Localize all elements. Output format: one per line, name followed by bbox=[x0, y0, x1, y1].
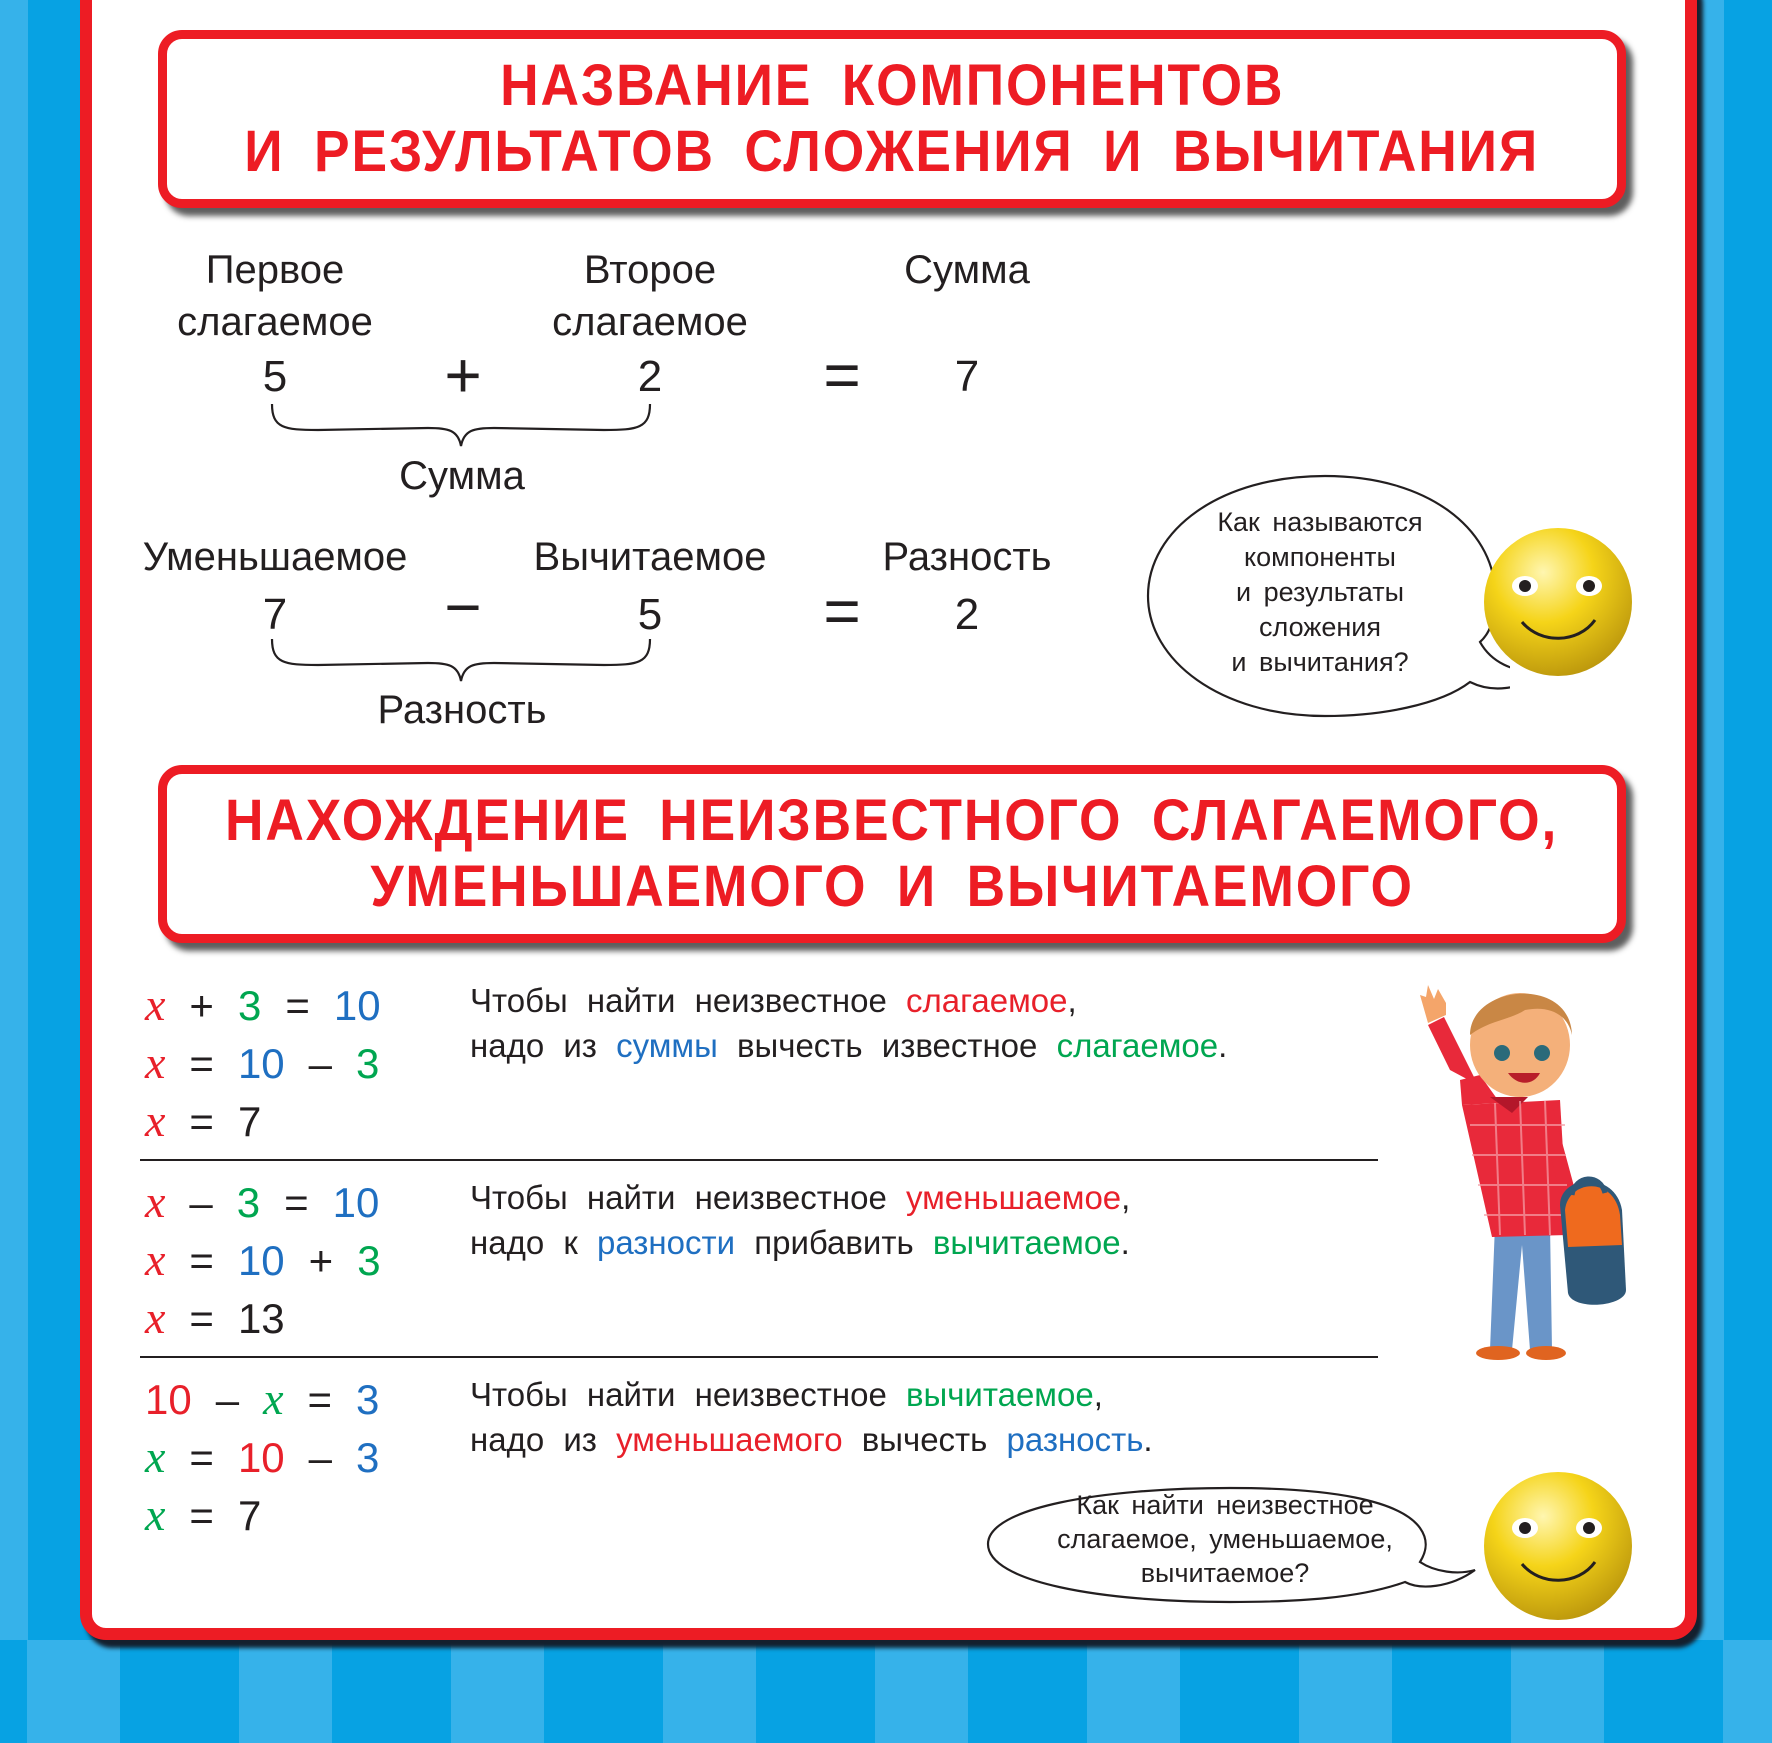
label-line: Второе bbox=[583, 248, 717, 292]
rule-text-segment: вычитаемое bbox=[932, 1224, 1121, 1261]
equation-token: 10 bbox=[332, 1179, 380, 1226]
rule-text-segment: вычитаемое bbox=[905, 1376, 1094, 1413]
title-line: НАХОЖДЕНИЕ НЕИЗВЕСТНОГО СЛАГАЕМОГО, bbox=[225, 788, 1559, 853]
equation-token: 3 bbox=[237, 982, 262, 1029]
equation-token: 13 bbox=[237, 1295, 285, 1342]
label-first-addend bbox=[177, 244, 373, 348]
label-line: Первое bbox=[205, 248, 345, 292]
brace-label-sum: Сумма bbox=[399, 454, 525, 498]
rule-text-segment: , bbox=[1121, 1179, 1131, 1216]
operand-2: 5 bbox=[637, 590, 663, 639]
background-stripes bbox=[0, 1640, 1772, 1743]
rule-text-line bbox=[470, 1023, 1227, 1069]
equation-token: = bbox=[189, 1434, 214, 1481]
equation-token: 7 bbox=[237, 1492, 262, 1539]
equation-token: 3 bbox=[356, 1434, 380, 1481]
equation-token: 7 bbox=[237, 1098, 262, 1145]
rule-text-segment: Чтобы найти неизвестное bbox=[470, 1179, 906, 1216]
speech-bubble-text bbox=[1057, 1488, 1393, 1590]
title-line: НАЗВАНИЕ КОМПОНЕНТОВ bbox=[499, 53, 1285, 118]
equation-token: = bbox=[189, 1237, 214, 1284]
speech-bubble-text bbox=[1217, 505, 1422, 680]
rule-text-segment: вычесть bbox=[842, 1421, 1007, 1458]
plus-sign: + bbox=[444, 339, 482, 411]
rule-text-segment: Чтобы найти неизвестное bbox=[470, 1376, 906, 1413]
rule-text-segment: . bbox=[1218, 1027, 1228, 1064]
equation-token: 10 bbox=[237, 1434, 285, 1481]
rule-text-segment: Чтобы найти неизвестное bbox=[470, 982, 906, 1019]
rule-text-segment: уменьшаемого bbox=[616, 1421, 843, 1458]
title-line: И РЕЗУЛЬТАТОВ СЛОЖЕНИЯ И ВЫЧИТАНИЯ bbox=[244, 119, 1540, 184]
divider bbox=[140, 1159, 1378, 1161]
result: 7 bbox=[954, 352, 980, 401]
variable-x: x bbox=[145, 979, 166, 1030]
equation-token: 10 bbox=[237, 1040, 285, 1087]
rule-text-segment: уменьшаемое bbox=[905, 1179, 1122, 1216]
rule-text-line bbox=[470, 1220, 1130, 1266]
variable-x: x bbox=[145, 1234, 166, 1285]
rule-text-segment: слагаемое bbox=[905, 982, 1068, 1019]
equation-token: = bbox=[189, 1040, 214, 1087]
bubble-line: Как называются bbox=[1217, 507, 1423, 537]
bubble-line: слагаемое, уменьшаемое, bbox=[1057, 1524, 1393, 1554]
minus-sign: − bbox=[444, 571, 482, 643]
rule-text-segment: разность bbox=[1006, 1421, 1144, 1458]
variable-x: x bbox=[145, 1292, 166, 1343]
variable-x: x bbox=[263, 1373, 284, 1424]
bubble-line: компоненты bbox=[1244, 542, 1396, 572]
label-line: слагаемое bbox=[552, 300, 748, 344]
label-sum: Сумма bbox=[904, 248, 1030, 292]
variable-x: x bbox=[145, 1176, 166, 1227]
rule-text-line bbox=[470, 1372, 1103, 1418]
boy-with-backpack-illustration bbox=[1400, 975, 1640, 1360]
equation-token: – bbox=[189, 1179, 213, 1226]
title-line: УМЕНЬШАЕМОГО И ВЫЧИТАЕМОГО bbox=[370, 854, 1414, 919]
divider bbox=[140, 1356, 1378, 1358]
label-subtrahend: Вычитаемое bbox=[533, 535, 767, 579]
operand-2: 2 bbox=[637, 352, 663, 401]
equation-row bbox=[145, 1233, 405, 1286]
section-title-unknown-terms bbox=[158, 765, 1626, 943]
rule-text-segment: прибавить bbox=[735, 1224, 933, 1261]
label-line: слагаемое bbox=[177, 300, 373, 344]
bubble-line: и вычитания? bbox=[1231, 647, 1409, 677]
rule-text-segment: разности bbox=[596, 1224, 736, 1261]
variable-x: x bbox=[145, 1489, 166, 1540]
equation-row bbox=[145, 1291, 309, 1344]
equation-token: 10 bbox=[333, 982, 381, 1029]
rule-text-segment: суммы bbox=[616, 1027, 718, 1064]
smiley-face-icon bbox=[1482, 526, 1634, 678]
operand-1: 7 bbox=[262, 590, 288, 639]
equation-row bbox=[145, 1094, 285, 1147]
equation-token: = bbox=[284, 1179, 309, 1226]
equation-token: 3 bbox=[356, 1376, 380, 1423]
rule-text-segment: слагаемое bbox=[1056, 1027, 1219, 1064]
section-title-components bbox=[158, 30, 1626, 208]
equation-token: – bbox=[308, 1040, 333, 1087]
equation-row bbox=[145, 1372, 403, 1425]
rule-text-line bbox=[470, 1417, 1153, 1463]
bubble-line: и результаты bbox=[1236, 577, 1404, 607]
rule-text-line bbox=[470, 978, 1077, 1024]
rule-text-segment: надо к bbox=[470, 1224, 597, 1261]
equation-row bbox=[145, 1430, 403, 1483]
bubble-line: Как найти неизвестное bbox=[1076, 1490, 1374, 1520]
equation-token: 10 bbox=[237, 1237, 285, 1284]
bubble-line: сложения bbox=[1259, 612, 1381, 642]
variable-x: x bbox=[145, 1095, 166, 1146]
equals-sign: = bbox=[823, 339, 861, 411]
equation-token: = bbox=[189, 1295, 214, 1342]
equation-token: 3 bbox=[236, 1179, 261, 1226]
equation-token: + bbox=[308, 1237, 334, 1284]
rule-text-segment: . bbox=[1120, 1224, 1130, 1261]
rule-text-segment: надо из bbox=[470, 1027, 617, 1064]
equation-token: = bbox=[285, 982, 310, 1029]
rule-text-segment: , bbox=[1067, 982, 1077, 1019]
equation-token: = bbox=[189, 1492, 214, 1539]
equation-token: + bbox=[189, 982, 214, 1029]
result: 2 bbox=[954, 590, 980, 639]
equation-token: 3 bbox=[356, 1040, 380, 1087]
equals-sign: = bbox=[823, 575, 861, 647]
equation-token: – bbox=[215, 1376, 240, 1423]
equation-token: = bbox=[189, 1098, 214, 1145]
equation-row bbox=[145, 1488, 285, 1541]
label-difference: Разность bbox=[882, 535, 1052, 579]
rule-text-segment: вычесть известное bbox=[717, 1027, 1057, 1064]
equation-token: – bbox=[308, 1434, 333, 1481]
label-minuend: Уменьшаемое bbox=[142, 535, 408, 579]
bubble-line: вычитаемое? bbox=[1140, 1558, 1310, 1588]
rule-text-line bbox=[470, 1175, 1130, 1221]
rule-text-segment: . bbox=[1143, 1421, 1153, 1458]
smiley-face-icon bbox=[1482, 1470, 1634, 1622]
operand-1: 5 bbox=[262, 352, 288, 401]
equation-token: 10 bbox=[145, 1376, 192, 1423]
equation-token: 3 bbox=[357, 1237, 381, 1284]
equation-token: = bbox=[307, 1376, 333, 1423]
brace-label-difference: Разность bbox=[377, 688, 547, 732]
rule-text-segment: надо из bbox=[470, 1421, 617, 1458]
equation-row bbox=[145, 1036, 403, 1089]
variable-x: x bbox=[145, 1037, 166, 1088]
equation-row bbox=[145, 978, 405, 1031]
rule-text-segment: , bbox=[1093, 1376, 1103, 1413]
label-second-addend bbox=[552, 244, 748, 348]
variable-x: x bbox=[145, 1431, 166, 1482]
equation-row bbox=[145, 1175, 403, 1228]
